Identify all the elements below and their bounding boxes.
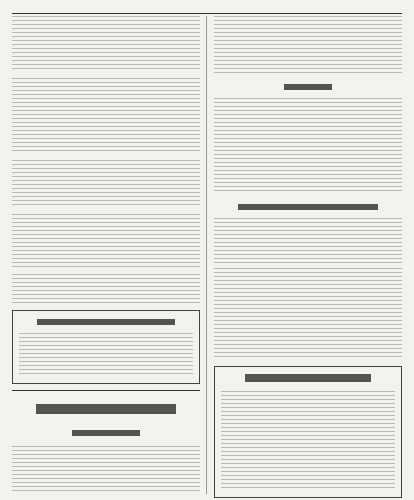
text-block: [214, 16, 402, 76]
column-separator: [206, 16, 207, 494]
boxed-notice: [12, 310, 200, 384]
text-block: [12, 16, 200, 72]
text-block: [214, 218, 402, 264]
text-block: [12, 214, 200, 268]
text-block: [221, 391, 395, 491]
text-block: [12, 78, 200, 154]
text-block: [19, 333, 193, 377]
text-block: [12, 160, 200, 208]
section-heading: [214, 80, 402, 94]
left-column: [12, 16, 200, 494]
text-block: [214, 98, 402, 194]
page-header: [12, 4, 402, 14]
section-heading: [214, 200, 402, 214]
section-heading: [12, 400, 200, 420]
text-block: [12, 274, 200, 304]
section-subheading: [12, 426, 200, 440]
right-column: [214, 16, 402, 494]
boxed-notice: [214, 366, 402, 498]
section-heading: [13, 315, 199, 329]
text-block: [12, 446, 200, 494]
section-heading: [215, 371, 401, 385]
text-block: [214, 268, 402, 360]
section-rule: [12, 390, 200, 391]
